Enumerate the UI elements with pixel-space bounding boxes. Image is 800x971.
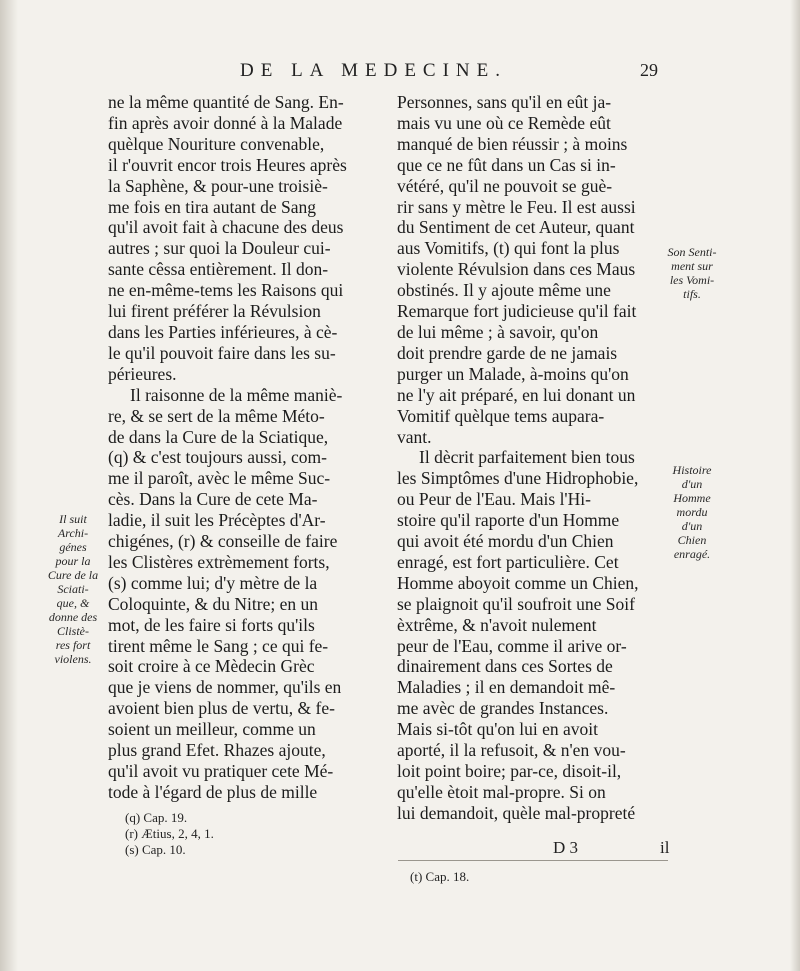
- text-line: me avèc de grandes Instances.: [397, 698, 609, 719]
- footnotes-left: [125, 810, 214, 858]
- text-line: ne l'y ait préparé, en lui donant un: [397, 384, 636, 405]
- text-line: chigénes, (r) & conseille de faire: [108, 531, 338, 552]
- text-line: le qu'il pouvoit faire dans les su-: [108, 342, 336, 363]
- text-line: de lui même ; à savoir, qu'on: [397, 321, 599, 342]
- margin-note-line: violens.: [54, 652, 92, 666]
- margin-note-line: ment sur: [671, 259, 713, 273]
- running-head: DE LA MEDECINE.: [240, 60, 508, 81]
- text-line: dans les Parties inférieures, à cè-: [108, 321, 338, 342]
- margin-note-line: Sciati-: [57, 582, 89, 596]
- catchword: il: [660, 838, 670, 857]
- margin-note-line: Archi-: [57, 526, 89, 540]
- text-line: ne la même quantité de Sang. En-: [108, 92, 344, 112]
- text-line: tode à l'égard de plus de mille: [108, 781, 318, 802]
- margin-note-line: les Vomi-: [669, 273, 715, 287]
- margin-note-line: que, &: [56, 596, 90, 610]
- text-line: tirent même le Sang ; ce qui fe-: [108, 635, 329, 656]
- text-line: cès. Dans la Cure de cete Ma-: [108, 489, 318, 510]
- margin-note-line: res fort: [55, 638, 91, 652]
- text-line: du Sentiment de cet Auteur, quant: [397, 217, 635, 238]
- margin-note-line: Son Senti-: [667, 245, 717, 259]
- text-line: Il dècrit parfaitement bien tous: [419, 447, 635, 468]
- text-line: Personnes, sans qu'il en eût ja-: [397, 92, 612, 112]
- text-line: mais vu une où ce Remède eût: [397, 112, 611, 133]
- text-line: violente Révulsion dans ces Maus: [397, 259, 636, 280]
- margin-note-line: Homme: [673, 491, 711, 505]
- text-line: lui demandoit, quèle mal-propreté: [397, 802, 636, 823]
- text-line: que je viens de nommer, qu'ils en: [108, 677, 342, 698]
- text-line: ou Peur de l'Eau. Mais l'Hi-: [397, 489, 591, 510]
- footnote-line: (q) Cap. 19.: [125, 810, 188, 825]
- text-line: peur de l'Eau, comme il arive or-: [397, 635, 627, 656]
- margin-note-line: d'un: [681, 519, 703, 533]
- text-line: il r'ouvrit encor trois Heures après: [108, 154, 347, 175]
- text-line: qu'elle ètoit mal-propre. Si on: [397, 781, 606, 802]
- left-column: [108, 92, 388, 803]
- text-line: manqué de bien réussir ; à moins: [397, 133, 628, 154]
- margin-note-vomitifs: [664, 245, 720, 301]
- text-line: obstinés. Il y ajoute même une: [397, 280, 611, 301]
- text-line: quèlque Nouriture convenable,: [108, 133, 325, 154]
- text-line: avoient bien plus de vertu, & fe-: [108, 698, 335, 719]
- text-line: qu'il avoit fait à chacune des deus: [108, 217, 344, 238]
- footnote-right: (t) Cap. 18.: [410, 869, 470, 884]
- text-line: soient un meilleur, comme un: [108, 719, 316, 740]
- margin-note-line: Chien: [677, 533, 707, 547]
- text-line: me fois en tira autant de Sang: [108, 196, 316, 217]
- text-line: loit point boire; par-ce, disoit-il,: [397, 761, 622, 781]
- text-line: enragé, est fort particulière. Cet: [397, 551, 619, 572]
- text-line: Homme aboyoit comme un Chien,: [397, 572, 639, 593]
- footnote-rule: [398, 860, 668, 861]
- text-line: périeures.: [108, 363, 177, 384]
- show-through-text: [670, 120, 673, 138]
- margin-note-line: Histoire: [672, 463, 712, 477]
- text-line: plus grand Efet. Rhazes ajoute,: [108, 740, 326, 761]
- text-line: doit prendre garde de ne jamais: [397, 342, 618, 363]
- text-line: aus Vomitifs, (t) qui font la plus: [397, 238, 620, 259]
- margin-note-line: Clistè-: [57, 624, 89, 638]
- text-line: ne en-même-tems les Raisons qui: [108, 280, 344, 301]
- text-line: qui avoit été mordu d'un Chien: [397, 531, 614, 552]
- text-line: soit croire à ce Mèdecin Grèc: [108, 656, 315, 677]
- text-line: mot, de les faire si forts qu'ils: [108, 614, 315, 635]
- text-line: Vomitif quèlque tems aupara-: [397, 405, 605, 426]
- text-line: Il raisonne de la même maniè-: [130, 384, 343, 405]
- text-line: lui firent préférer la Révulsion: [108, 301, 321, 322]
- text-line: les Clistères extrèmement forts,: [108, 551, 330, 572]
- text-line: ladie, il suit les Précèptes d'Ar-: [108, 510, 326, 531]
- margin-note-histoire: [664, 463, 720, 561]
- text-line: se plaignoit qu'il soufroit une Soif: [397, 593, 635, 614]
- text-line: de dans la Cure de la Sciatique,: [108, 426, 329, 447]
- text-line: stoire qu'il raporte d'un Homme: [397, 510, 620, 531]
- text-line: purger un Malade, à-moins qu'on: [397, 363, 629, 384]
- text-line: vant.: [397, 426, 432, 447]
- text-line: vétéré, qu'il ne pouvoit se guè-: [397, 175, 613, 196]
- signature-mark: D 3: [553, 838, 579, 857]
- right-column: [397, 92, 662, 824]
- margin-note-line: mordu: [676, 505, 708, 519]
- text-line: re, & se sert de la même Méto-: [108, 405, 325, 426]
- text-line: fin après avoir donné à la Malade: [108, 112, 343, 133]
- margin-note-line: Cure de la: [47, 568, 99, 582]
- margin-note-line: Il suit: [59, 512, 87, 526]
- text-line: Remarque fort judicieuse qu'il fait: [397, 301, 637, 322]
- text-line: me il paroît, avèc le même Suc-: [108, 468, 331, 489]
- text-line: (q) & c'est toujours aussi, com-: [108, 447, 327, 468]
- margin-note-line: d'un: [681, 477, 703, 491]
- text-line: rir sans y mètre le Feu. Il est aussi: [397, 196, 636, 217]
- margin-note-line: tifs.: [683, 287, 701, 301]
- text-line: la Saphène, & pour-une troisiè-: [108, 175, 328, 196]
- text-line: autres ; sur quoi la Douleur cui-: [108, 238, 331, 259]
- text-line: qu'il avoit vu pratiquer cete Mé-: [108, 761, 334, 781]
- margin-note-line: donne des: [48, 610, 98, 624]
- margin-note-line: pour la: [55, 554, 91, 568]
- text-line: dinairement dans ces Sortes de: [397, 656, 613, 677]
- page-number: 29: [640, 60, 658, 80]
- margin-note-line: génes: [59, 540, 87, 554]
- text-line: les Simptômes d'une Hidrophobie,: [397, 468, 639, 489]
- text-line: sante cêssa entièrement. Il don-: [108, 259, 329, 280]
- margin-note-archigenes: [40, 512, 106, 666]
- text-line: èxtrême, & n'avoit nulement: [397, 614, 597, 635]
- text-line: aporté, il la refusoit, & n'en vou-: [397, 740, 626, 761]
- text-line: Maladies ; il en demandoit mê-: [397, 677, 616, 698]
- text-line: (s) comme lui; d'y mètre de la: [108, 572, 318, 593]
- text-line: que ce ne fût dans un Cas si in-: [397, 154, 616, 175]
- text-line: Mais si-tôt qu'on lui en avoit: [397, 719, 598, 740]
- footnote-line: (r) Ætius, 2, 4, 1.: [125, 826, 214, 841]
- footnote-line: (s) Cap. 10.: [125, 842, 186, 857]
- margin-note-line: enragé.: [673, 547, 711, 561]
- text-line: Coloquinte, & du Nitre; en un: [108, 593, 318, 614]
